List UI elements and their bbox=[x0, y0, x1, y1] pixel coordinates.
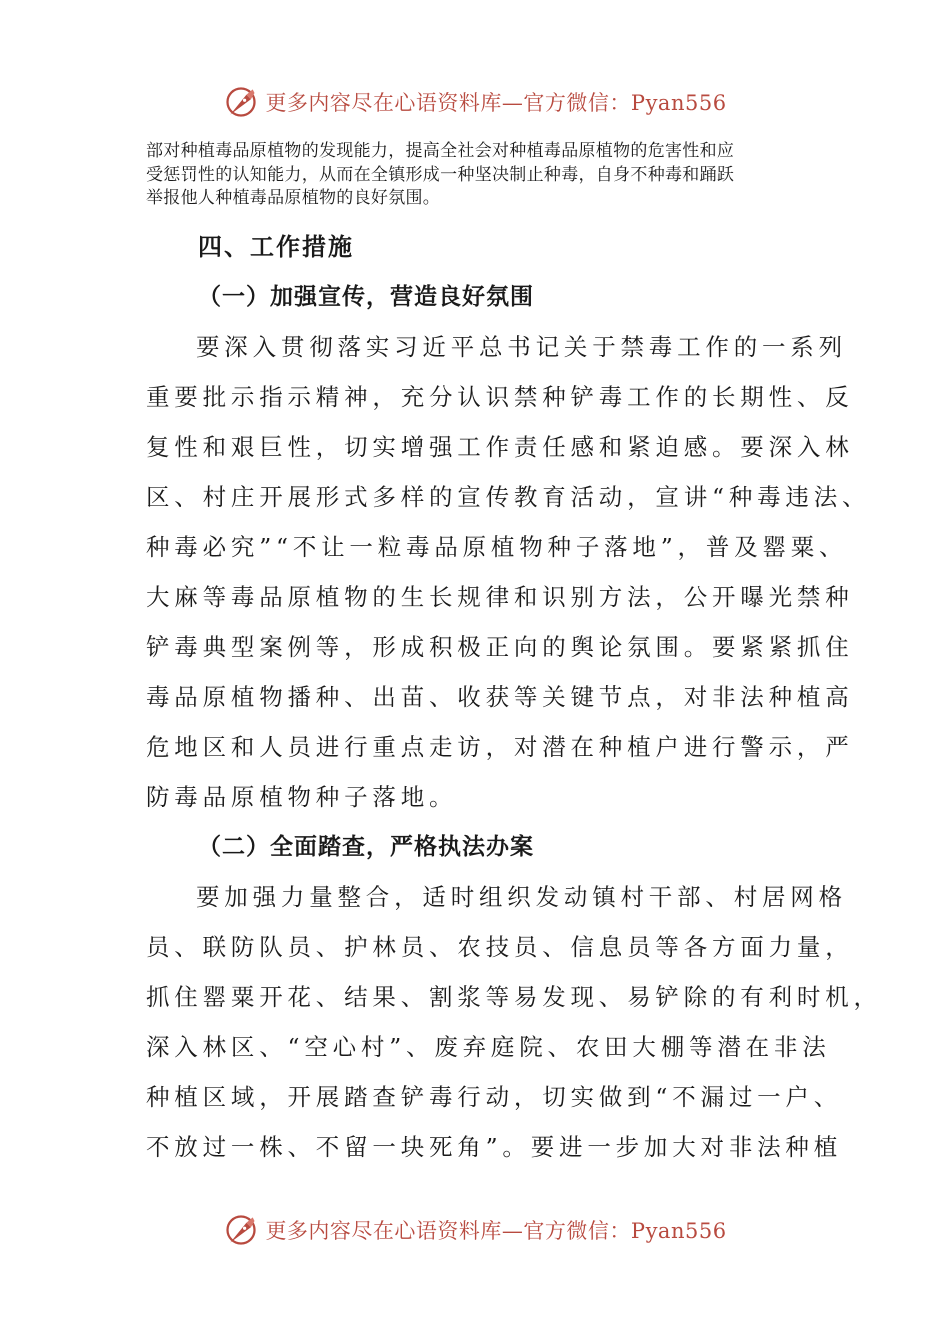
paragraph-line: 防毒品原植物种子落地。 bbox=[146, 783, 458, 811]
intro-line: 举报他人种植毒品原植物的良好氛围。 bbox=[146, 188, 441, 208]
paragraph-line: 深入林区、“空心村”、废弃庭院、农田大棚等潜在非法 bbox=[146, 1033, 831, 1061]
footer-banner bbox=[0, 1210, 950, 1250]
paragraph-line: 危地区和人员进行重点走访，对潜在种植户进行警示，严 bbox=[146, 733, 854, 761]
paragraph-line: 要加强力量整合，适时组织发动镇村干部、村居网格 bbox=[196, 883, 847, 911]
paragraph-line: 区、村庄开展形式多样的宣传教育活动，宣讲“种毒违法、 bbox=[146, 483, 871, 511]
paragraph-line: 复性和艰巨性，切实增强工作责任感和紧迫感。要深入林 bbox=[146, 433, 854, 461]
paragraph-line: 种植区域，开展踏查铲毒行动，切实做到“不漏过一户、 bbox=[146, 1083, 843, 1111]
paragraph-line: 铲毒典型案例等，形成积极正向的舆论氛围。要紧紧抓住 bbox=[146, 633, 854, 661]
pen-nib-logo-icon bbox=[223, 84, 259, 120]
pen-nib-logo-icon bbox=[223, 1212, 259, 1248]
header-banner bbox=[0, 82, 950, 122]
paragraph-line: 毒品原植物播种、出苗、收获等关键节点，对非法种植高 bbox=[146, 683, 854, 711]
main-content bbox=[146, 222, 882, 1172]
intro-line: 受惩罚性的认知能力，从而在全镇形成一种坚决制止种毒，自身不种毒和踊跃 bbox=[146, 164, 735, 185]
intro-paragraph bbox=[146, 140, 806, 211]
paragraph-line: 抓住罂粟开花、结果、割浆等易发现、易铲除的有利时机， bbox=[146, 983, 882, 1011]
subsection-heading-1: （一）加强宣传，营造良好氛围 bbox=[198, 283, 534, 310]
paragraph-line: 重要批示指示精神，充分认识禁种铲毒工作的长期性、反 bbox=[146, 383, 854, 411]
subsection-heading-2: （二）全面踏查，严格执法办案 bbox=[198, 833, 534, 860]
paragraph-line: 要深入贯彻落实习近平总书记关于禁毒工作的一系列 bbox=[196, 333, 847, 361]
footer-banner-text: 更多内容尽在心语资料库—官方微信：Pyan556 bbox=[265, 1219, 727, 1243]
section-heading: 四、工作措施 bbox=[198, 232, 354, 261]
intro-line: 部对种植毒品原植物的发现能力，提高全社会对种植毒品原植物的危害性和应 bbox=[146, 141, 735, 161]
paragraph-line: 员、联防队员、护林员、农技员、信息员等各方面力量， bbox=[146, 933, 854, 961]
paragraph-line: 大麻等毒品原植物的生长规律和识别方法，公开曝光禁种 bbox=[146, 583, 854, 611]
paragraph-line: 不放过一株、不留一块死角”。要进一步加大对非法种植 bbox=[146, 1133, 843, 1161]
header-banner-text: 更多内容尽在心语资料库—官方微信：Pyan556 bbox=[265, 91, 727, 115]
paragraph-line: 种毒必究”“不让一粒毒品原植物种子落地”，普及罂粟、 bbox=[146, 533, 848, 561]
